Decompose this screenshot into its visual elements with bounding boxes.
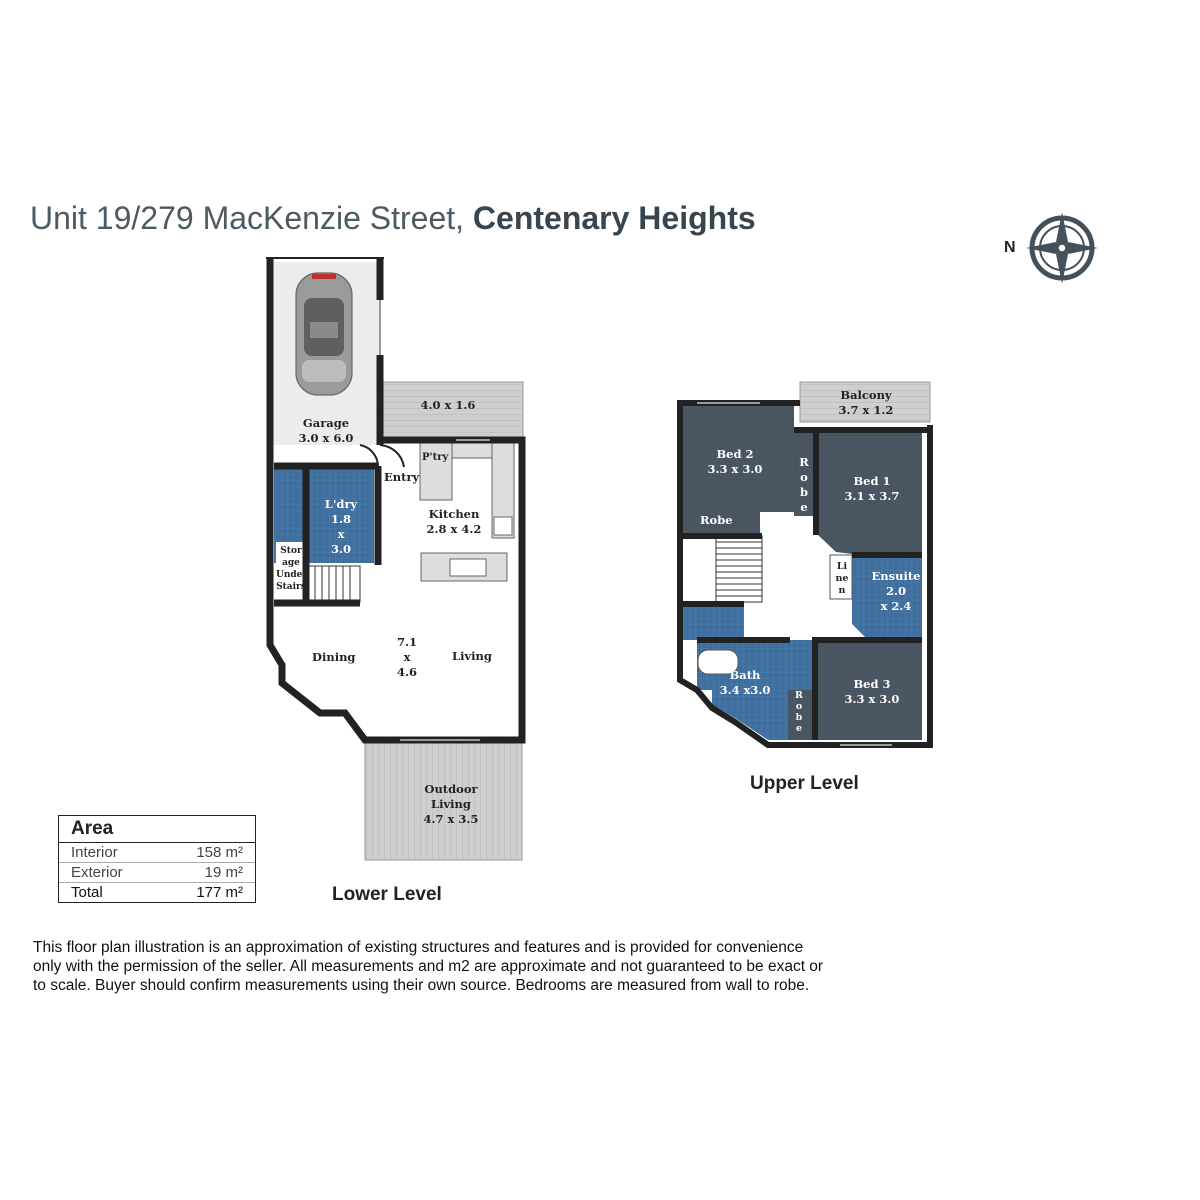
garage-label: Garage 3.0 x 6.0 (298, 416, 354, 445)
balcony-label: Balcony 3.7 x 1.2 (838, 388, 894, 417)
ensuite-label: Ensuite 2.0 x 2.4 (871, 569, 921, 613)
compass-north-label: N (1004, 239, 1016, 256)
pantry-label: P'try (422, 452, 449, 463)
suburb-text: Centenary Heights (472, 200, 756, 236)
robe-mid-label: R o b e (799, 455, 809, 514)
upper-stairs (716, 536, 762, 602)
bed3-label: Bed 3 3.3 x 3.0 (844, 677, 900, 706)
laundry-label: L'dry 1.8 x 3.0 (324, 497, 358, 556)
disclaimer-text: This floor plan illustration is an approximation of existing structures and features and is provided for convenience only with the permission of the seller. All measurements and m2 are approximate and not guaranteed to be exact or to scale. Buyer should confirm measurements using their own source. Bedrooms are measured from wall to robe. (33, 939, 824, 994)
area-row-exterior: Exterior 19 m² (59, 863, 255, 883)
area-row-interior: Interior 158 m² (59, 843, 255, 863)
area-table (58, 815, 256, 903)
area-heading: Area (59, 816, 255, 843)
entry-label: Entry (384, 470, 420, 484)
storage-label: Stor age Under Stairs (276, 546, 308, 592)
living-dims-label: 7.1 x 4.6 (396, 635, 417, 679)
bath-label: Bath 3.4 x3.0 (719, 668, 771, 697)
robe-bed3-label: R o b e (795, 690, 803, 734)
dining-label: Dining (312, 650, 356, 664)
linen-label: Li ne n (835, 561, 849, 596)
area-row-total: Total 177 m² (71, 884, 243, 901)
living-label: Living (452, 649, 492, 663)
lower-stairs (308, 566, 360, 602)
lower-level-title: Lower Level (332, 884, 442, 905)
cooktop-icon (494, 517, 512, 535)
robe-bed2-label: Robe (700, 513, 733, 527)
compass-icon (1026, 212, 1098, 284)
address-text: Unit 19/279 MacKenzie Street, (30, 200, 465, 236)
bed2-label: Bed 2 3.3 x 3.0 (707, 447, 763, 476)
deck-label: 4.0 x 1.6 (420, 398, 476, 412)
car-icon (296, 273, 352, 395)
upper-level-title: Upper Level (750, 773, 859, 794)
bed1-label: Bed 1 3.1 x 3.7 (844, 474, 900, 503)
sink-icon (450, 559, 486, 576)
outdoor-living-label: Outdoor Living 4.7 x 3.5 (423, 782, 479, 826)
kitchen-label: Kitchen 2.8 x 4.2 (426, 507, 482, 536)
